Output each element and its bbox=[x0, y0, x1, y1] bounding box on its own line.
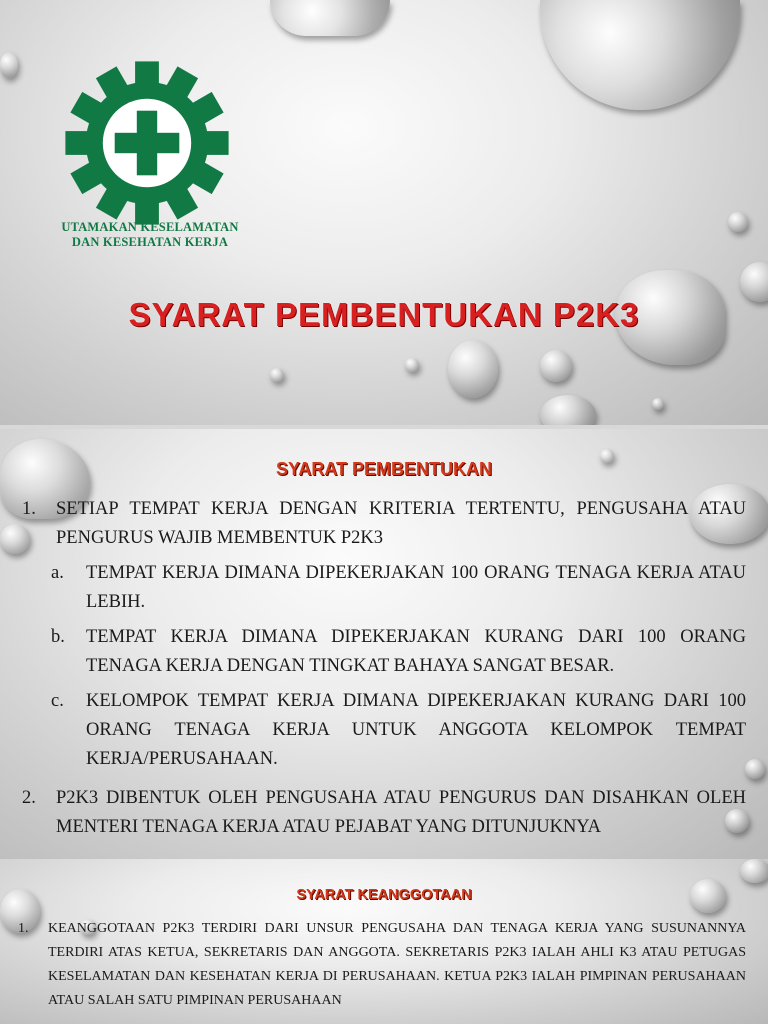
section-title: SYARAT PEMBENTUKAN bbox=[275, 459, 493, 479]
list-item bbox=[18, 495, 746, 553]
sub-list-letter: c. bbox=[51, 691, 64, 711]
water-drop bbox=[690, 879, 726, 913]
sub-list-letter: b. bbox=[51, 627, 65, 647]
title-slide bbox=[0, 0, 768, 425]
list-item bbox=[18, 917, 746, 1013]
water-drop bbox=[728, 212, 748, 232]
requirements-slide bbox=[0, 429, 768, 859]
sub-list-text: KELOMPOK TEMPAT KERJA DIMANA DIPEKERJAKAN KURANG DARI 100 ORANG TENAGA KERJA UNTUK ANGGOTA KELOMPOK TEMPAT KERJA/PERUSAHAAN. bbox=[86, 691, 746, 769]
logo-caption-line1: UTAMAKAN KESELAMATAN bbox=[61, 220, 239, 234]
sub-list-letter: a. bbox=[51, 563, 64, 583]
sub-list-item bbox=[18, 623, 746, 681]
water-drop bbox=[740, 859, 768, 883]
logo-caption-line2: DAN KESEHATAN KERJA bbox=[71, 235, 229, 249]
membership-list bbox=[18, 917, 746, 1019]
water-drop bbox=[540, 395, 596, 425]
sub-list-item bbox=[18, 559, 746, 617]
sub-list-text: TEMPAT KERJA DIMANA DIPEKERJAKAN 100 ORANG TENAGA KERJA ATAU LEBIH. bbox=[86, 563, 746, 612]
water-drop bbox=[448, 340, 498, 398]
sub-list-text: TEMPAT KERJA DIMANA DIPEKERJAKAN KURANG DARI 100 ORANG TENAGA KERJA DENGAN TINGKAT BAHAYA SANGAT BESAR. bbox=[86, 627, 746, 676]
water-drop bbox=[0, 52, 18, 78]
membership-slide bbox=[0, 859, 768, 1024]
water-drop bbox=[270, 0, 390, 36]
logo-caption bbox=[40, 220, 260, 250]
list-number: 1. bbox=[18, 921, 29, 936]
list-number: 2. bbox=[22, 788, 36, 808]
list-text: KEANGGOTAAN P2K3 TERDIRI DARI UNSUR PENGUSAHA DAN TENAGA KERJA YANG SUSUNANNYA TERDIRI ATAS KETUA, SEKRETARIS DAN ANGGOTA. SEKRETARIS P2K3 IALAH AHLI K3 ATAU PETUGAS KESELAMATAN DAN KESEHATAN KERJA DI PERUSAHAAN. KETUA P2K3 IALAH PIMPINAN PERUSAHAAN ATAU SALAH SATU PIMPINAN PERUSAHAAN bbox=[48, 921, 746, 1008]
water-drop bbox=[540, 0, 740, 110]
list-number: 1. bbox=[22, 499, 36, 519]
water-drop bbox=[652, 398, 664, 410]
water-drop bbox=[405, 358, 419, 372]
list-text: P2K3 DIBENTUK OLEH PENGUSAHA ATAU PENGURUS DAN DISAHKAN OLEH MENTERI TENAGA KERJA ATAU PEJABAT YANG DITUNJUKNYA bbox=[56, 788, 746, 837]
water-drop bbox=[270, 368, 284, 382]
section-title: SYARAT KEANGGOTAAN bbox=[296, 887, 472, 903]
list-item bbox=[18, 784, 746, 842]
list-text: SETIAP TEMPAT KERJA DENGAN KRITERIA TERTENTU, PENGUSAHA ATAU PENGURUS WAJIB MEMBENTUK P2K3 bbox=[56, 499, 746, 548]
k3-gear-cross-logo-icon bbox=[62, 58, 232, 228]
water-drop bbox=[745, 759, 765, 779]
requirements-list bbox=[18, 495, 746, 848]
water-drop bbox=[600, 449, 614, 463]
sub-list-item bbox=[18, 687, 746, 774]
water-drop bbox=[540, 350, 572, 382]
slide-title: SYARAT PEMBENTUKAN P2K3 bbox=[128, 296, 640, 333]
